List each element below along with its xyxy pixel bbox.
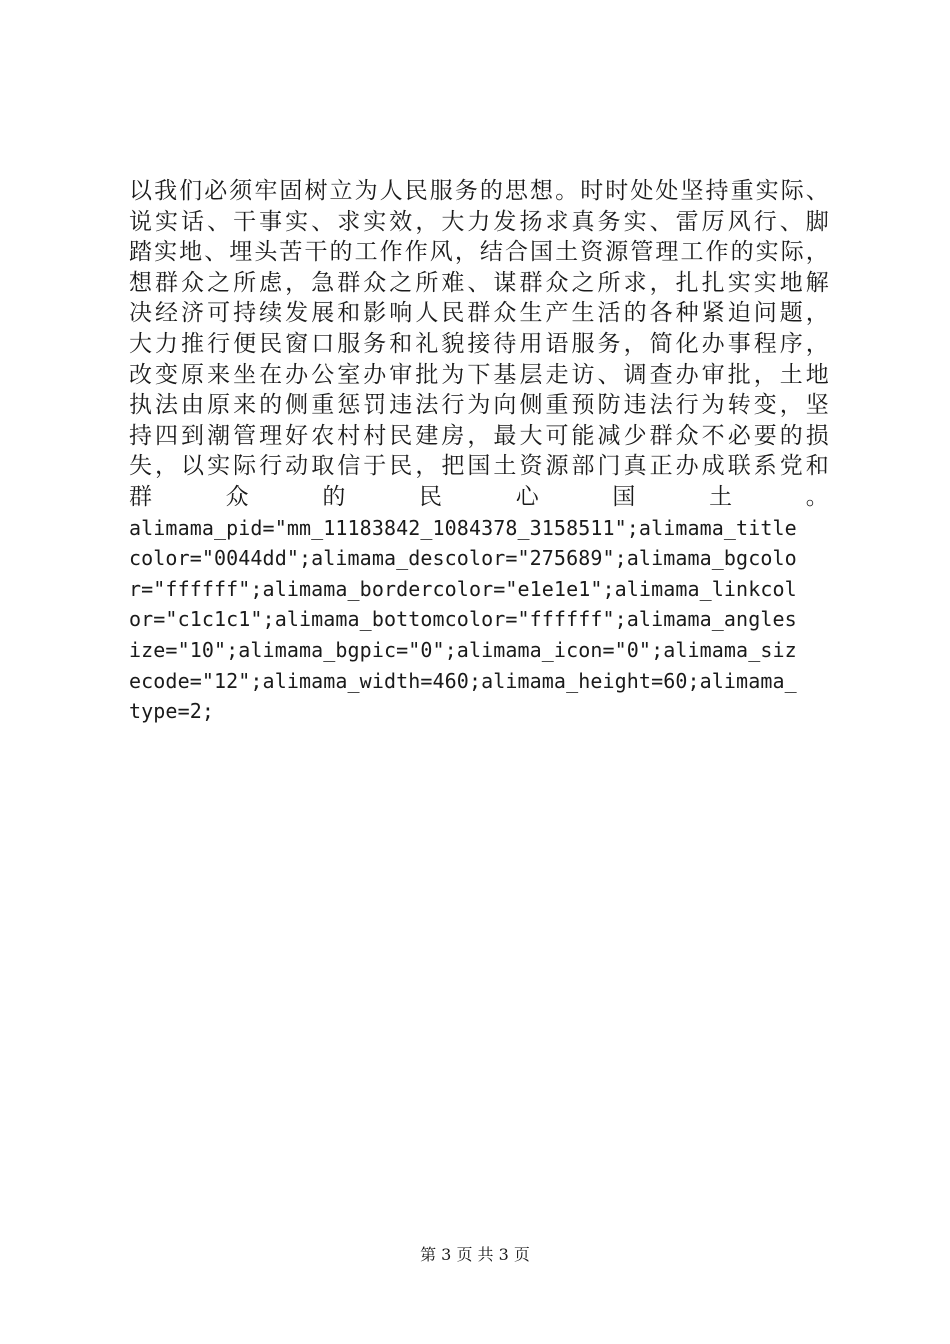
- code-line: or="c1c1c1";alimama_bottomcolor="ffffff";alimama_angles: [129, 607, 797, 632]
- text-line: 持四到潮管理好农村村民建房，最大可能减少群众不必要的损: [129, 422, 829, 449]
- text-line: 执法由原来的侧重惩罚违法行为向侧重预防违法行为转变，坚: [129, 392, 829, 419]
- text-line: 失，以实际行动取信于民，把国土资源部门真正办成联系党和: [129, 453, 829, 480]
- text-line: 以我们必须牢固树立为人民服务的思想。时时处处坚持重实际、: [129, 178, 829, 204]
- page-number-footer: 第 3 页 共 3 页: [420, 1245, 530, 1264]
- text-line: 大力推行便民窗口服务和礼貌接待用语服务，简化办事程序，: [129, 330, 829, 357]
- code-line: r="ffffff";alimama_bordercolor="e1e1e1";alimama_linkcol: [129, 576, 797, 601]
- text-line: 决经济可持续发展和影响人民群众生产生活的各种紧迫问题，: [129, 300, 829, 327]
- body-text: [129, 176, 829, 727]
- text-line: 想群众之所虑，急群众之所难、谋群众之所求，扎扎实实地解: [129, 269, 829, 296]
- text-line: 踏实地、埋头苦干的工作作风，结合国土资源管理工作的实际，: [129, 239, 829, 266]
- text-line: 改变原来坐在办公室办审批为下基层走访、调查办审批，土地: [129, 361, 829, 388]
- code-line: color="0044dd";alimama_descolor="275689";alimama_bgcolo: [129, 546, 797, 571]
- text-line-spaced: 群 众 的 民 心 国 土 。: [129, 483, 829, 510]
- text-line: 说实话、干事实、求实效，大力发扬求真务实、雷厉风行、脚: [129, 208, 829, 235]
- code-line: type=2;: [129, 699, 214, 724]
- code-line: alimama_pid="mm_11183842_1084378_3158511";alimama_title: [129, 515, 797, 540]
- code-line: ize="10";alimama_bgpic="0";alimama_icon="0";alimama_siz: [129, 637, 797, 662]
- code-line: ecode="12";alimama_width=460;alimama_height=60;alimama_: [129, 668, 797, 693]
